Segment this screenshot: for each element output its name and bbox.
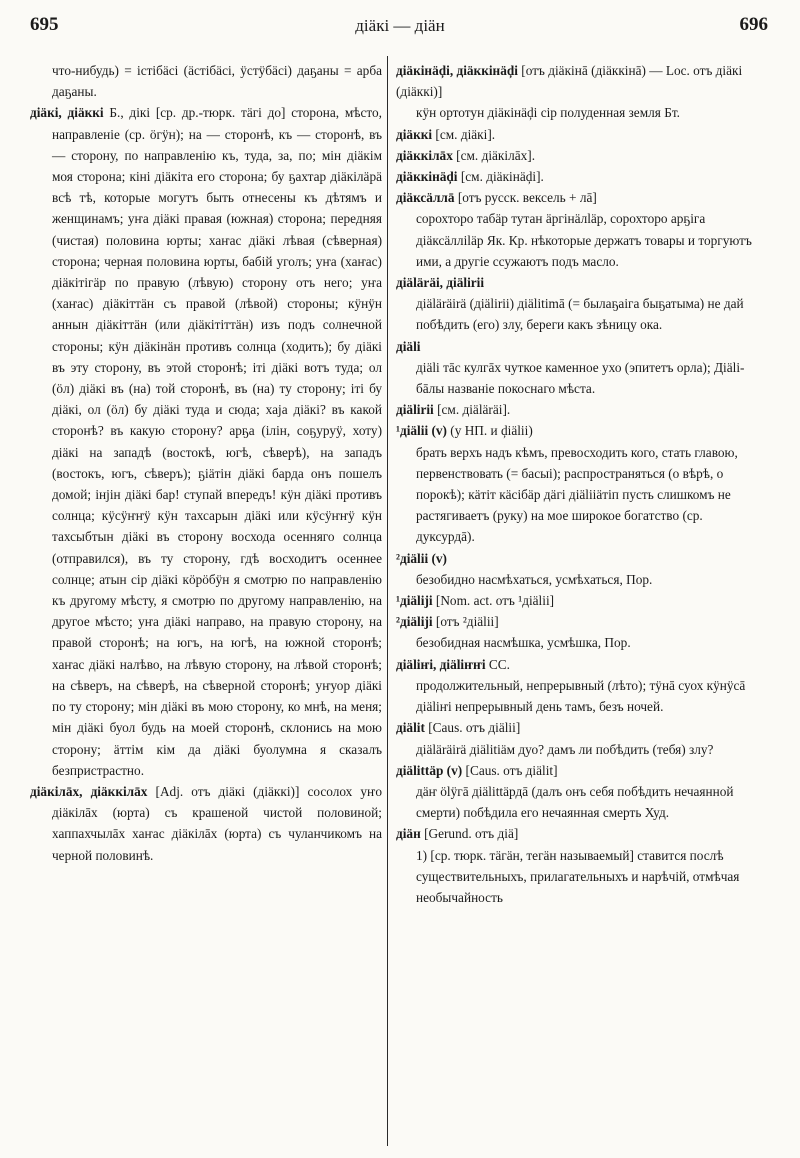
entry-body: діäli тāс кулгāх чуткое каменное ухо (эпитетъ орла); Діäli-бāлы названіе покоснаго мѣста. bbox=[416, 359, 745, 397]
entry-etymology: [Gerund. отъ діä] bbox=[424, 826, 519, 842]
page-header bbox=[0, 0, 800, 44]
entry-body: діäläräirä діälitiäм дуо? дамъ ли побѣдить (тебя) злу? bbox=[416, 741, 714, 757]
entry-body: сорохторо табäр тутан äргінäлläр, сорохторо арҕіга діäксäлліläр Як. Кр. нѣкоторые держатъ товары и торгуютъ ими, а другіе ссужаютъ подъ масло. bbox=[416, 211, 752, 269]
entry-headword: діäкі, діäккі bbox=[30, 105, 104, 121]
dictionary-entry bbox=[396, 654, 754, 718]
entry-etymology: [Caus. отъ діälii] bbox=[428, 720, 521, 736]
entry-headword: діäläräi, діälirii bbox=[396, 275, 485, 291]
entry-etymology: [см. діäкінäḑі]. bbox=[460, 169, 544, 185]
entry-text: Б., дікі [ср. др.-тюрк. тäгі до] сторона, мѣсто, направленіе (ср. öгÿн); на — сторонѣ, къ — сторонѣ, въ — сторону, по направленію къ, туда, за, по; мін діäкім моя сторона; кіні діäкіта его сторона; бу ҕахтар діäкілäрä всѣ тѣ, которые могутъ быть отнесены къ дѣтямъ и женщинамъ; уҥа діäкі правая (южная) сторона; передняя (чистая) половина юрты; хаҥас діäкі лѣвая (сѣверная) сторона; черная половина юрты, бабій уголъ; уҥа (хаҥас) діäкітігäр по правую (лѣвую) сторону отъ него; уҥа (хаҥас) діäкіттäн съ правой (лѣвой) стороны; кÿнÿн аннын діäкіттäн (или діäкітіттäн) изъ подъ солнечной стороны; кÿн діäкінäн противъ солнца (ходить); бу діäкі въ эту сторону, въ этой сторонѣ; іті діäкі вотъ туда; ол (ӧл) діäкі въ (на) той сторонѣ, въ (на) ту сторону; іті бу діäкі, ол (ӧл) бу діäкі туда и сюда; хаја діäкі? въ какой сторонѣ? въ какую сторону? арҕа (ілін, соҕуруÿ, хоту) діäкі на западѣ (востокѣ, югѣ, сѣверѣ), на западъ (востокъ, югъ, сѣверъ); ҕіäтін діäкі барда онъ пошелъ домой; інјін діäкі бар! ступай впередъ! кÿн діäкі противъ солнца; кÿсÿҥҥÿ кÿн тахсарын діäкі или кÿсÿҥҥÿ кÿн тахсыбтын діäкі въ сторону восхода осенняго солнца (отправился), въ ту сторону, гдѣ восходитъ осеннее солнце; атын сір діäкі кöрöбÿн я смотрю по направленію къ другому мѣсту, я смотрю по другому направленію, на другое мѣсто; уҥа діäкі направо, на правую сторону, на правой сторонѣ; на югъ, на югѣ, на южной сторонѣ; хаҥас діäкі налѣво, на лѣвую сторону, на лѣвой сторонѣ; на сѣверъ, на сѣверѣ, на сѣверной сторонѣ; уҥуор діäкі по ту сторону; мін діäкі въ мою сторону, ко мнѣ, на меня; мін діäкі буол будь на моей сторонѣ, склонись на мою сторону; äттім кім да діäкі буолумна я сказалъ безпристрастно. bbox=[52, 105, 382, 778]
entry-headword: діäн bbox=[396, 826, 421, 842]
entry-body: 1) [ср. тюрк. тäгäн, тегäн называемый] ставится послѣ существительныхъ, прилагательныхъ и нарѣчій, отмѣчая необычайность bbox=[416, 847, 740, 905]
page-number-right: 696 bbox=[739, 14, 768, 35]
entry-etymology: [см. діäläräi]. bbox=[437, 402, 511, 418]
dictionary-entry bbox=[396, 399, 754, 420]
entry-body: дäҥ ölÿгā діälittäрдā (далъ онъ себя побѣдить нечаянной смерти) побѣдила его нечаянная смерть Худ. bbox=[416, 783, 734, 821]
running-title: діäкі — діäн bbox=[355, 16, 445, 35]
column-divider bbox=[387, 56, 388, 1146]
entry-headword: діäli bbox=[396, 338, 421, 354]
dictionary-entry bbox=[396, 548, 754, 590]
entry-headword: ²діälijі bbox=[396, 614, 433, 630]
page-number-left: 695 bbox=[30, 14, 59, 35]
entry-headword: ¹діälii (v) bbox=[396, 423, 447, 439]
dictionary-entry bbox=[396, 717, 754, 759]
entry-headword: діäкінäḑі, діäккінäḑі bbox=[396, 63, 518, 78]
entry-body: безобидно насмѣхаться, усмѣхаться, Пор. bbox=[416, 571, 653, 587]
entry-headword: діälirii bbox=[396, 402, 434, 418]
entry-headword: діälit bbox=[396, 720, 425, 736]
left-column bbox=[30, 60, 382, 1140]
entry-etymology: [см. діäкілāх]. bbox=[456, 147, 536, 163]
entry-body: продолжительный, непрерывный (лѣто); тÿнā суох кÿнÿсā діälіҥі непрерывный день тамъ, безъ ночей. bbox=[416, 677, 746, 715]
dictionary-entry bbox=[396, 60, 754, 124]
entry-etymology: [отъ діäкінā (діäккінā) — Loc. отъ діäкі (діäккі)] bbox=[396, 63, 743, 100]
dictionary-entry bbox=[396, 124, 754, 145]
dictionary-entry bbox=[396, 590, 754, 611]
dictionary-entry bbox=[396, 760, 754, 824]
entry-body: кÿн ортотун діäкінäḑі сір полуденная земля Бт. bbox=[416, 105, 680, 121]
entry-body: безобидная насмѣшка, усмѣшка, Пор. bbox=[416, 635, 631, 651]
dictionary-entry bbox=[396, 336, 754, 400]
entry-headword: діäккі bbox=[396, 126, 433, 142]
entry-etymology: [Caus. отъ діälit] bbox=[465, 762, 558, 778]
entry-etymology: [Nom. act. отъ ¹діälii] bbox=[435, 593, 555, 609]
dictionary-entry bbox=[396, 145, 754, 166]
entry-etymology: [см. діäкі]. bbox=[435, 126, 496, 142]
dictionary-entry bbox=[396, 187, 754, 272]
dictionary-entry bbox=[396, 611, 754, 653]
entry-headword: діäкілāх, діäккілāх bbox=[30, 783, 148, 799]
dictionary-entry bbox=[396, 166, 754, 187]
entry-etymology: (у НП. и ḑіälii) bbox=[450, 423, 533, 439]
dictionary-entry bbox=[30, 781, 382, 866]
dictionary-entry bbox=[396, 272, 754, 336]
dictionary-entry bbox=[30, 60, 382, 102]
entry-headword: ²діälii (v) bbox=[396, 550, 447, 566]
entry-text: что-нибудь) = істібäсі (äстібäсі, ÿстÿбäсі) даҕаны = арба даҕаны. bbox=[52, 63, 382, 100]
entry-headword: діäксäллā bbox=[396, 190, 455, 206]
entry-body: брать верхъ надъ кѣмъ, превосходить кого, стать главою, первенствовать (= басыі); распространяться (о вѣрѣ, о порокѣ); кäтіт кäсібäр дäгі діälііäтіп пусть слишкомъ не растягиваетъ (руку) на мое широкое богатство (ср. дуксурдā). bbox=[416, 444, 738, 545]
entry-headword: діälittäр (v) bbox=[396, 762, 463, 778]
entry-headword: ¹діälijі bbox=[396, 593, 433, 609]
dictionary-entry bbox=[396, 420, 754, 547]
dictionary-entry bbox=[396, 823, 754, 908]
entry-body: діäläräirä (діälirii) діälitimā (= былаҕаіга быҕатыма) не дай побѣдить (его) злу, береги какъ зѣницу ока. bbox=[416, 296, 744, 333]
entry-headword: діälіҥі, діälіҥҥі bbox=[396, 656, 486, 672]
entry-etymology: [отъ русск. вексель + лā] bbox=[457, 190, 597, 206]
entry-text: [Adj. отъ діäкі (діäккі)] сосолох уҥо діäкілāх (юрта) съ крашеной чистой половиной; хаппахчылāх хаҥас діäкілāх (юрта) съ чуланчикомъ на черной половинѣ. bbox=[52, 783, 382, 863]
entry-headword: діäккінäḑі bbox=[396, 169, 458, 185]
right-column bbox=[396, 60, 754, 1140]
entry-headword: діäккілāх bbox=[396, 147, 453, 163]
entry-etymology: СС. bbox=[488, 656, 510, 672]
entry-etymology: [отъ ²діälii] bbox=[435, 614, 499, 630]
dictionary-entry bbox=[30, 102, 382, 781]
